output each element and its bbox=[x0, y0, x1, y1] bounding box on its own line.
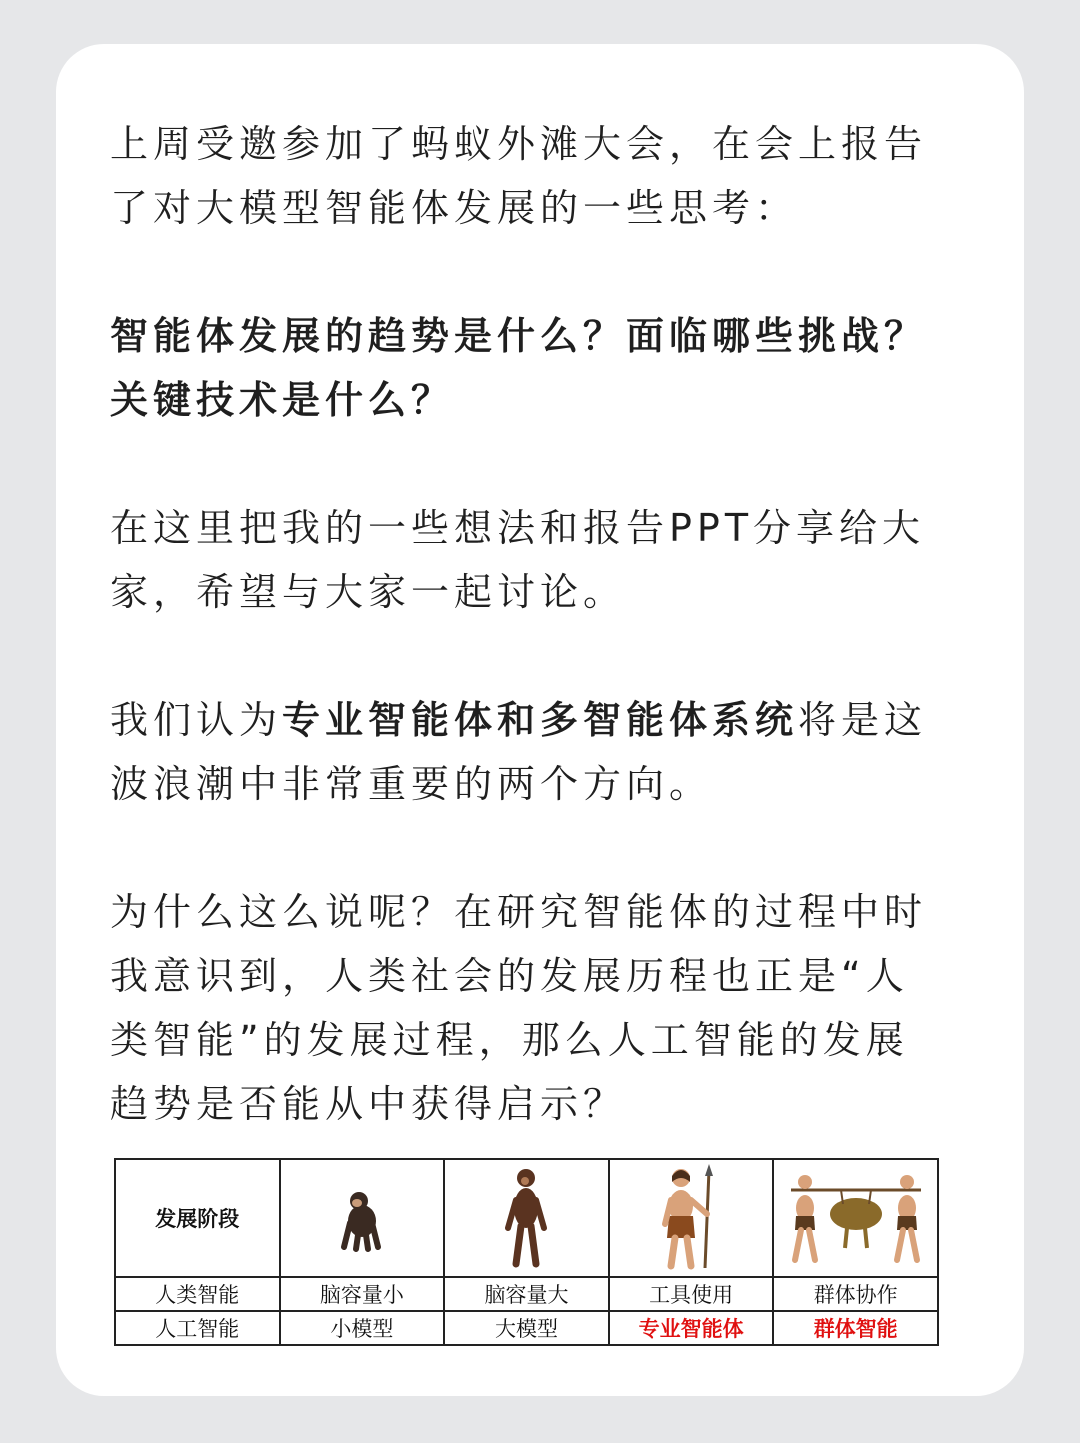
table-cell-highlight: 群体智能 bbox=[773, 1311, 938, 1345]
caveman-spear-icon bbox=[651, 1164, 731, 1272]
row-label-ai: 人工智能 bbox=[115, 1311, 280, 1345]
table-header-stage: 发展阶段 bbox=[115, 1159, 280, 1277]
table-cell: 大模型 bbox=[444, 1311, 609, 1345]
directions-post: 将是这波浪潮中非常重要的两个方向。 bbox=[110, 698, 928, 806]
directions-pre: 我们认为 bbox=[110, 698, 283, 742]
table-cell-highlight: 专业智能体 bbox=[609, 1311, 774, 1345]
table-cell: 群体协作 bbox=[773, 1277, 938, 1311]
chimp-icon bbox=[332, 1183, 392, 1253]
paragraph-intro: 上周受邀参加了蚂蚁外滩大会，在会上报告了对大模型智能体发展的一些思考： bbox=[110, 122, 928, 230]
stage-table bbox=[114, 1158, 939, 1346]
early-human-icon bbox=[498, 1166, 554, 1270]
figure-cell bbox=[609, 1159, 774, 1277]
table-row bbox=[115, 1277, 938, 1311]
row-label-human: 人类智能 bbox=[115, 1277, 280, 1311]
figure-cell bbox=[444, 1159, 609, 1277]
table-row bbox=[115, 1311, 938, 1345]
directions-highlight: 专业智能体和多智能体系统 bbox=[282, 698, 799, 742]
paragraph-share: 在这里把我的一些想法和报告PPT分享给大家，希望与大家一起讨论。 bbox=[110, 506, 926, 614]
group-hunters-icon bbox=[781, 1168, 931, 1268]
paragraph-reasoning: 为什么这么说呢？在研究智能体的过程中时我意识到，人类社会的发展历程也正是“人类智能”的发展过程，那么人工智能的发展趋势是否能从中获得启示？ bbox=[110, 890, 928, 1126]
content-card bbox=[56, 44, 1024, 1396]
figure-cell bbox=[280, 1159, 445, 1277]
table-cell: 脑容量小 bbox=[280, 1277, 445, 1311]
table-row bbox=[115, 1159, 938, 1277]
paragraph-questions: 智能体发展的趋势是什么？面临哪些挑战？关键技术是什么？ bbox=[110, 314, 928, 422]
paragraph-directions bbox=[110, 688, 950, 816]
table-cell: 脑容量大 bbox=[444, 1277, 609, 1311]
table-cell: 小模型 bbox=[280, 1311, 445, 1345]
figure-cell bbox=[773, 1159, 938, 1277]
table-cell: 工具使用 bbox=[609, 1277, 774, 1311]
